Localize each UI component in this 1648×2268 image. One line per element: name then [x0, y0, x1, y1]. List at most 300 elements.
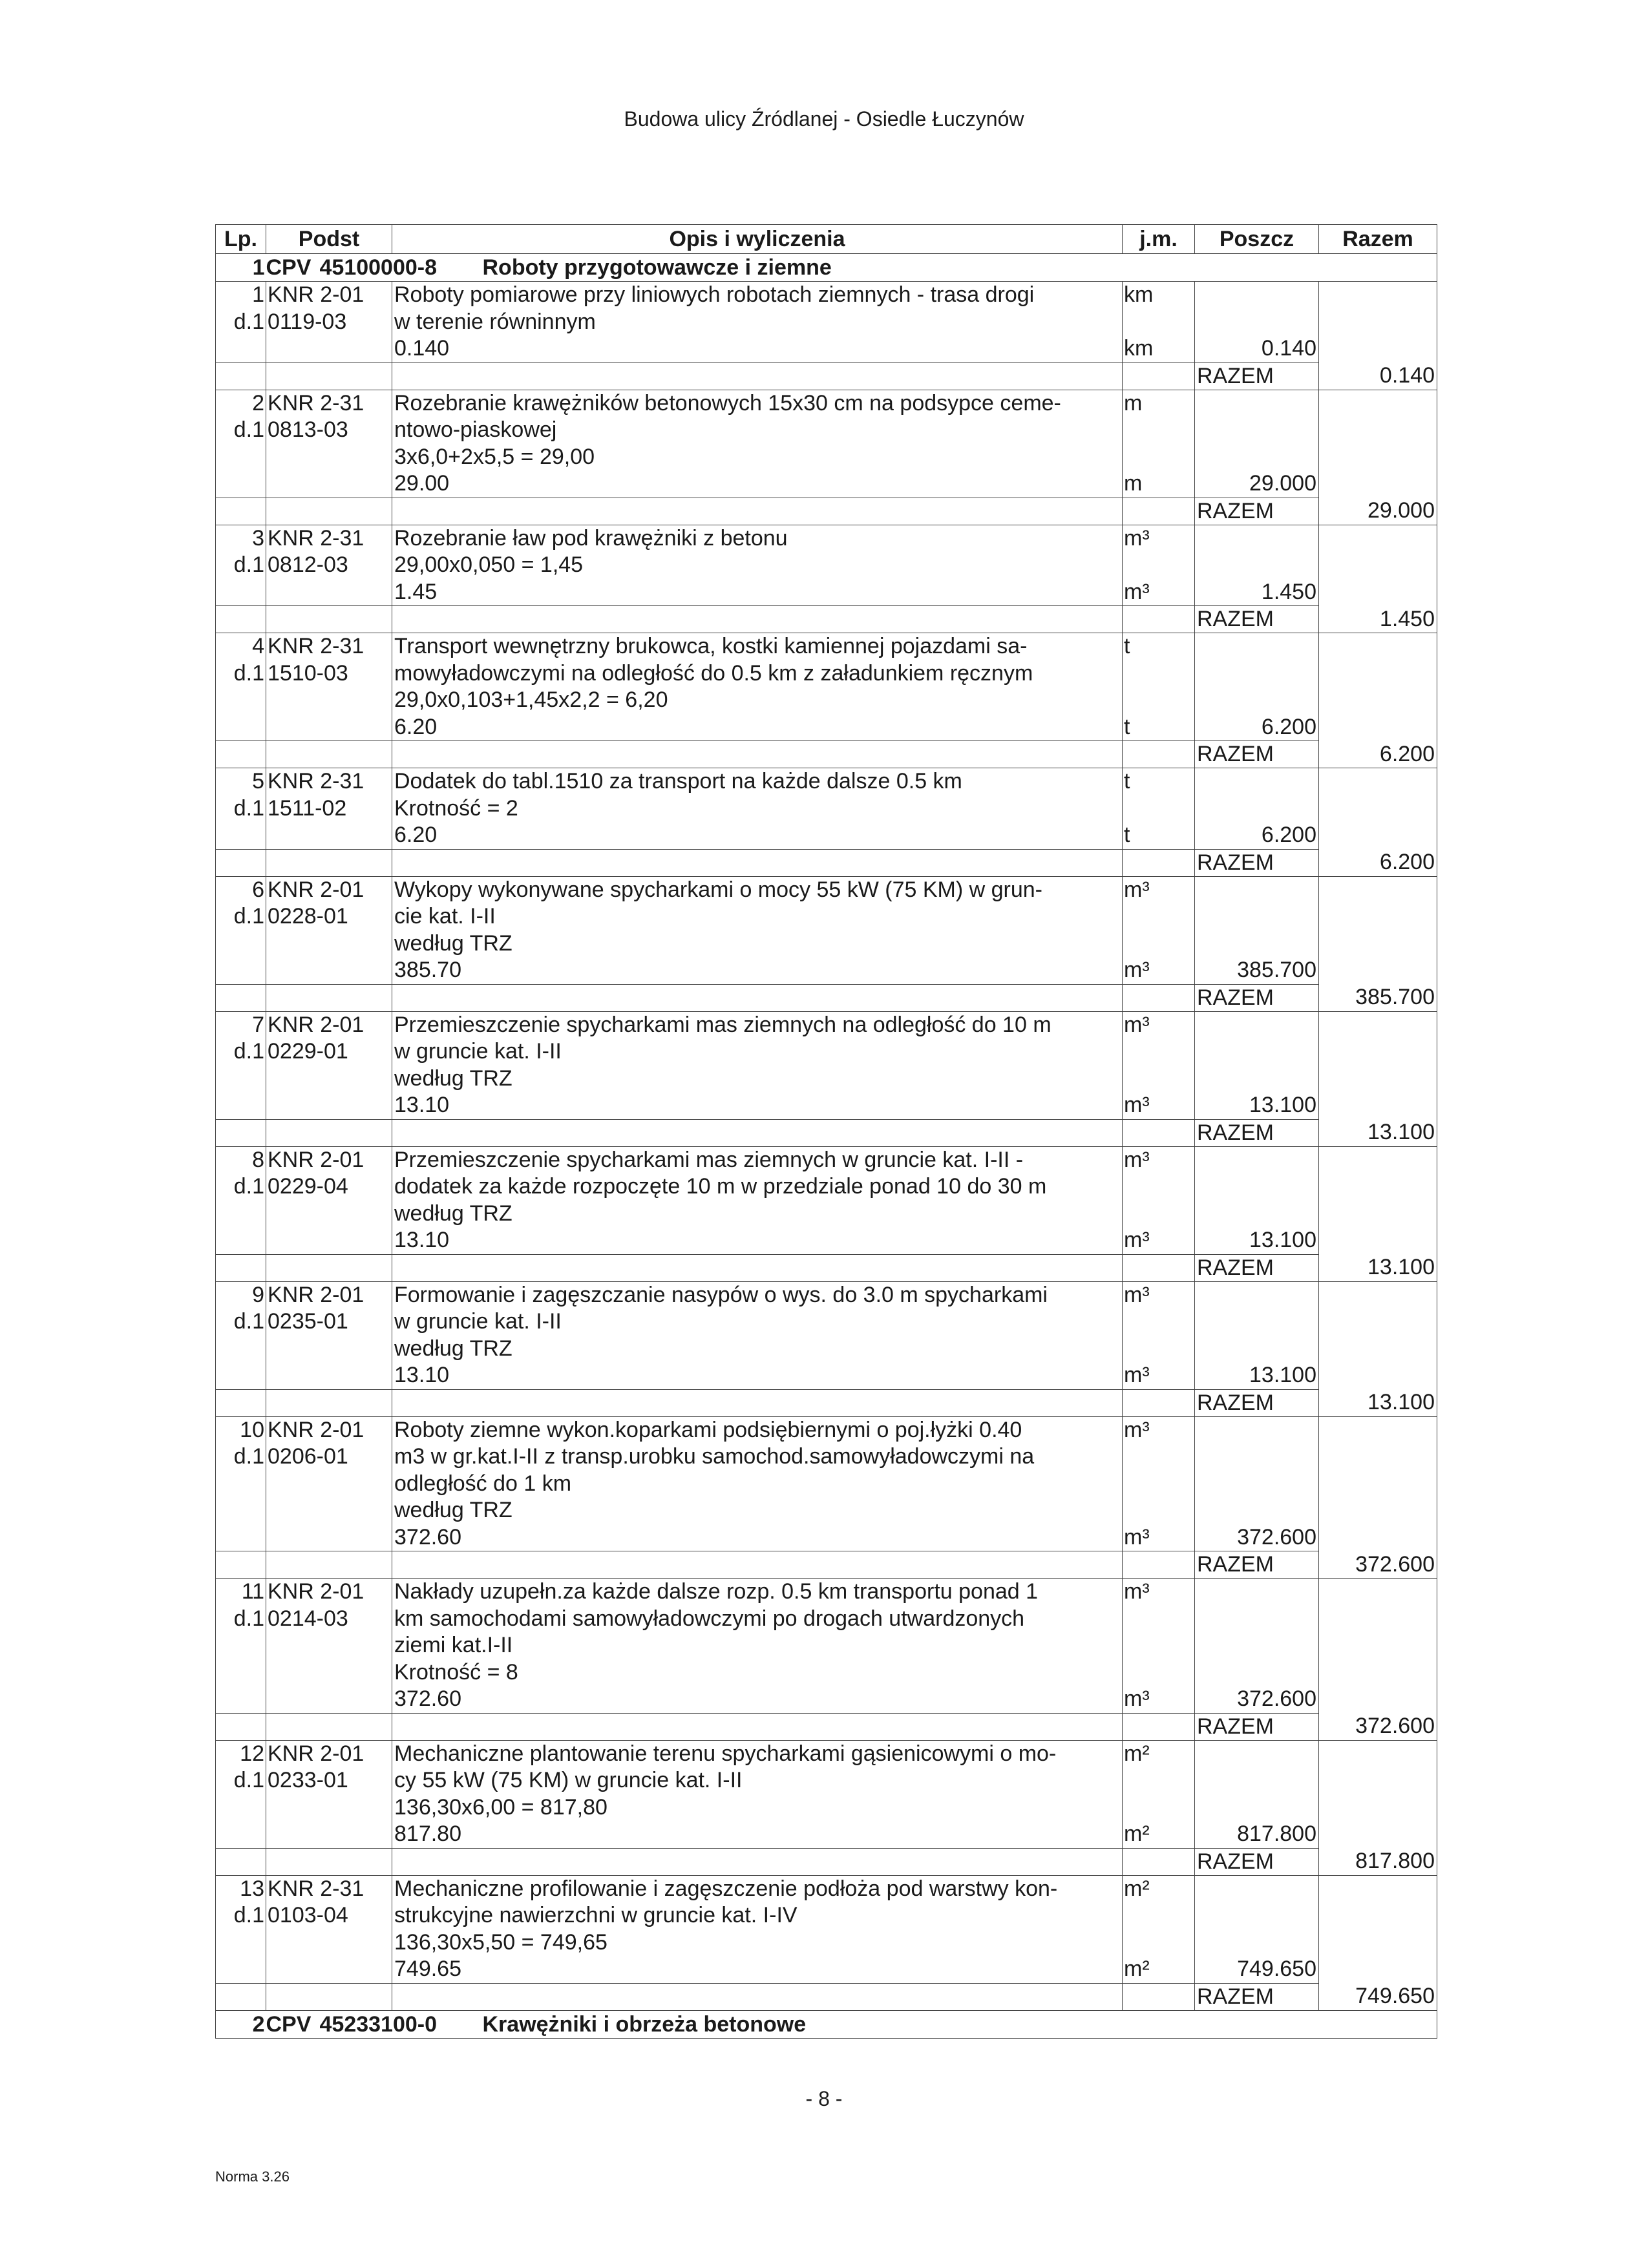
item-lp-cell — [216, 1281, 266, 1389]
razem-label: RAZEM — [1195, 1254, 1319, 1281]
item-opis-line: 13.10 — [394, 1363, 450, 1387]
empty-cell — [266, 362, 392, 390]
item-podst-line: 0813-03 — [268, 417, 348, 442]
item-podst-line: KNR 2-01 — [268, 282, 364, 307]
col-header-jm: j.m. — [1123, 225, 1195, 254]
item-lp-sub: d.1 — [233, 1309, 264, 1334]
spacer — [1195, 390, 1316, 417]
item-opis-line: Rozebranie krawężników betonowych 15x30 cm na podsypce ceme- — [394, 390, 1061, 415]
item-lp-cell — [216, 1416, 266, 1551]
razem-row — [216, 1119, 1437, 1146]
item-lp: 3 — [252, 525, 264, 551]
empty-cell — [1123, 984, 1195, 1011]
empty-cell — [216, 1713, 266, 1740]
item-opis-cell — [392, 1281, 1123, 1389]
item-opis-line: Wykopy wykonywane spycharkami o mocy 55 kW (75 KM) w grun- — [394, 877, 1042, 902]
empty-cell — [216, 1389, 266, 1416]
empty-cell — [392, 1551, 1123, 1579]
table-row — [216, 1281, 1437, 1389]
item-opis-line: w gruncie kat. I-II — [394, 1309, 562, 1334]
cost-estimate-table — [215, 224, 1437, 2039]
empty-cell — [392, 984, 1123, 1011]
item-opis-line: Mechaniczne plantowanie terenu spycharkami gąsienicowymi o mo- — [394, 1741, 1057, 1766]
empty-cell — [216, 606, 266, 633]
spacer — [1124, 930, 1194, 958]
item-jm: m³ — [1124, 1147, 1150, 1172]
spacer — [1195, 1038, 1316, 1066]
spacer — [1124, 1929, 1194, 1957]
item-poszcz: 372.600 — [1237, 1524, 1316, 1549]
section-cpv: 45100000-8 — [319, 255, 438, 280]
table-row — [216, 390, 1437, 498]
spacer — [1124, 1497, 1194, 1524]
item-opis-cell — [392, 1011, 1123, 1119]
item-lp-cell — [216, 1875, 266, 1983]
item-opis-line: Rozebranie ław pod krawężniki z betonu — [394, 525, 788, 551]
spacer — [1195, 768, 1316, 795]
item-opis-line: 13.10 — [394, 1228, 450, 1252]
table-row — [216, 1146, 1437, 1254]
spacer — [1195, 1012, 1316, 1039]
item-lp-cell — [216, 282, 266, 363]
item-opis-line: cy 55 kW (75 KM) w gruncie kat. I-II — [394, 1768, 743, 1792]
item-jm-quantity: m³ — [1124, 1524, 1150, 1549]
item-poszcz: 13.100 — [1249, 1228, 1316, 1252]
item-razem-total: 1.450 — [1319, 606, 1437, 633]
item-lp-cell — [216, 525, 266, 606]
item-razem-total: 749.650 — [1319, 1983, 1437, 2010]
item-jm-cell — [1123, 1146, 1195, 1254]
item-jm-quantity: km — [1124, 336, 1154, 361]
table-row — [216, 1416, 1437, 1551]
page-number: - 8 - — [805, 2087, 843, 2110]
table-row — [216, 768, 1437, 850]
item-razem-cell — [1319, 1416, 1437, 1551]
item-lp-sub: d.1 — [233, 1606, 264, 1631]
item-podst-line: 0103-04 — [268, 1903, 348, 1927]
item-opis-line: Roboty pomiarowe przy liniowych robotach ziemnych - trasa drogi — [394, 282, 1035, 307]
item-opis-line: km samochodami samowyładowczymi po drogach utwardzonych — [394, 1606, 1025, 1631]
item-lp: 1 — [252, 282, 264, 307]
table-row — [216, 525, 1437, 606]
item-poszcz-cell — [1195, 282, 1319, 363]
empty-cell — [1123, 1551, 1195, 1579]
section-number: 1 — [216, 254, 266, 282]
empty-cell — [1123, 741, 1195, 768]
item-lp-cell — [216, 633, 266, 741]
item-poszcz-cell — [1195, 1281, 1319, 1389]
razem-row — [216, 1389, 1437, 1416]
item-podst-line: 0229-04 — [268, 1174, 348, 1199]
empty-cell — [392, 741, 1123, 768]
razem-label: RAZEM — [1195, 849, 1319, 876]
item-jm: t — [1124, 634, 1130, 658]
item-opis-cell — [392, 1579, 1123, 1714]
empty-cell — [266, 984, 392, 1011]
item-jm-cell — [1123, 525, 1195, 606]
item-poszcz-cell — [1195, 1579, 1319, 1714]
section-title: Roboty przygotowawcze i ziemne — [482, 255, 832, 280]
table-header-row — [216, 225, 1437, 254]
spacer — [1195, 1444, 1316, 1471]
razem-label: RAZEM — [1195, 1551, 1319, 1579]
spacer — [1195, 417, 1316, 444]
item-opis-cell — [392, 390, 1123, 498]
empty-cell — [392, 849, 1123, 876]
item-podst-cell — [266, 1740, 392, 1848]
item-podst-line: 1511-02 — [268, 795, 347, 821]
col-header-podst: Podst — [266, 225, 392, 254]
item-opis-line: ntowo-piaskowej — [394, 417, 557, 442]
empty-cell — [392, 362, 1123, 390]
item-poszcz-cell — [1195, 633, 1319, 741]
item-jm-quantity: m³ — [1124, 1093, 1150, 1117]
empty-cell — [1123, 1389, 1195, 1416]
item-razem-total: 13.100 — [1319, 1389, 1437, 1416]
item-opis-line: cie kat. I-II — [394, 904, 496, 929]
spacer — [1195, 795, 1316, 823]
spacer — [1195, 903, 1316, 930]
item-podst-line: 1510-03 — [268, 660, 348, 686]
spacer — [1195, 1579, 1316, 1606]
item-lp-sub: d.1 — [233, 795, 264, 821]
spacer — [1195, 1336, 1316, 1363]
item-jm: t — [1124, 769, 1130, 793]
empty-cell — [392, 1119, 1123, 1146]
empty-cell — [1123, 1983, 1195, 2010]
item-lp: 12 — [240, 1741, 264, 1766]
document-header: Budowa ulicy Źródlanej - Osiedle Łuczynów — [624, 107, 1024, 131]
item-opis-line: 136,30x5,50 = 749,65 — [394, 1929, 607, 1955]
item-podst-cell — [266, 1579, 392, 1714]
empty-cell — [216, 1119, 266, 1146]
spacer — [1124, 1038, 1194, 1066]
item-podst-line: KNR 2-01 — [268, 1147, 364, 1172]
spacer — [1124, 660, 1194, 688]
item-opis-line: Przemieszczenie spycharkami mas ziemnych na odległość do 10 m — [394, 1012, 1051, 1037]
spacer — [1124, 1471, 1194, 1498]
item-podst-line: 0812-03 — [268, 552, 348, 577]
section-title-cell — [266, 2010, 1437, 2038]
item-opis-line: Krotność = 8 — [394, 1659, 518, 1685]
item-razem-total: 13.100 — [1319, 1254, 1437, 1281]
item-razem-cell — [1319, 1011, 1437, 1119]
spacer — [1195, 525, 1316, 552]
item-podst-line: 0235-01 — [268, 1309, 348, 1334]
spacer — [1195, 1902, 1316, 1929]
item-poszcz-cell — [1195, 1875, 1319, 1983]
empty-cell — [266, 606, 392, 633]
empty-cell — [1123, 498, 1195, 525]
item-opis-line: według TRZ — [394, 930, 512, 956]
spacer — [1195, 1147, 1316, 1174]
spacer — [1195, 660, 1316, 688]
empty-cell — [266, 849, 392, 876]
spacer — [1124, 1201, 1194, 1228]
item-opis-line: 6.20 — [394, 823, 438, 847]
spacer — [1124, 417, 1194, 444]
item-opis-line: w terenie równinnym — [394, 309, 596, 334]
item-jm-cell — [1123, 390, 1195, 498]
item-opis-line: 136,30x6,00 = 817,80 — [394, 1794, 607, 1820]
spacer — [1124, 1659, 1194, 1686]
empty-cell — [266, 1713, 392, 1740]
empty-cell — [216, 1848, 266, 1875]
item-razem-total: 372.600 — [1319, 1713, 1437, 1740]
item-poszcz: 817.800 — [1237, 1822, 1316, 1846]
item-opis-line: 372.60 — [394, 1686, 461, 1711]
spacer — [1124, 1632, 1194, 1659]
empty-cell — [392, 1848, 1123, 1875]
item-podst-line: KNR 2-01 — [268, 1579, 364, 1604]
col-header-lp: Lp. — [216, 225, 266, 254]
item-jm-quantity: t — [1124, 714, 1130, 739]
item-jm-quantity: m³ — [1124, 1686, 1150, 1711]
item-opis-line: Krotność = 2 — [394, 795, 518, 821]
item-opis-line: według TRZ — [394, 1336, 512, 1361]
item-podst-line: KNR 2-01 — [268, 1417, 364, 1442]
item-podst-cell — [266, 633, 392, 741]
item-razem-cell — [1319, 1740, 1437, 1848]
item-lp: 2 — [252, 390, 264, 415]
item-jm-quantity: m³ — [1124, 1228, 1150, 1252]
spacer — [1124, 309, 1194, 336]
spacer — [1195, 1308, 1316, 1336]
item-razem-cell — [1319, 525, 1437, 606]
spacer — [1124, 795, 1194, 823]
item-poszcz: 749.650 — [1237, 1957, 1316, 1981]
empty-cell — [216, 498, 266, 525]
item-lp: 4 — [252, 634, 264, 658]
spacer — [1124, 903, 1194, 930]
empty-cell — [266, 1254, 392, 1281]
item-podst-cell — [266, 876, 392, 984]
empty-cell — [266, 498, 392, 525]
item-opis-line: Przemieszczenie spycharkami mas ziemnych w gruncie kat. I-II - — [394, 1147, 1024, 1172]
razem-row — [216, 362, 1437, 390]
item-jm-quantity: m² — [1124, 1957, 1150, 1981]
item-podst-line: KNR 2-31 — [268, 390, 364, 415]
spacer — [1195, 1417, 1316, 1444]
item-jm-quantity: m³ — [1124, 1363, 1150, 1387]
item-lp-sub: d.1 — [233, 1039, 264, 1064]
empty-cell — [1123, 1254, 1195, 1281]
item-opis-line: według TRZ — [394, 1201, 512, 1226]
empty-cell — [216, 741, 266, 768]
item-opis-cell — [392, 1416, 1123, 1551]
item-poszcz: 385.700 — [1237, 958, 1316, 982]
spacer — [1195, 1173, 1316, 1201]
item-jm: m³ — [1124, 1417, 1150, 1442]
spacer — [1124, 1066, 1194, 1093]
item-podst-line: KNR 2-31 — [268, 634, 364, 658]
item-razem-cell — [1319, 1875, 1437, 1983]
spacer — [1195, 1632, 1316, 1659]
item-razem-cell — [1319, 876, 1437, 984]
item-opis-line: strukcyjne nawierzchni w gruncie kat. I-IV — [394, 1903, 798, 1927]
spacer — [1195, 282, 1316, 309]
item-lp-sub: d.1 — [233, 1903, 264, 1927]
spacer — [1195, 877, 1316, 904]
item-jm-quantity: m³ — [1124, 958, 1150, 982]
empty-cell — [392, 1254, 1123, 1281]
item-lp-cell — [216, 390, 266, 498]
item-opis-cell — [392, 768, 1123, 850]
spacer — [1124, 1308, 1194, 1336]
empty-cell — [1123, 1848, 1195, 1875]
item-lp-sub: d.1 — [233, 417, 264, 442]
item-poszcz: 6.200 — [1261, 823, 1316, 847]
item-poszcz-cell — [1195, 876, 1319, 984]
table-row — [216, 1740, 1437, 1848]
empty-cell — [1123, 1119, 1195, 1146]
col-header-poszcz: Poszcz — [1195, 225, 1319, 254]
razem-row — [216, 984, 1437, 1011]
empty-cell — [1123, 849, 1195, 876]
item-poszcz: 0.140 — [1261, 336, 1316, 361]
item-jm: m² — [1124, 1741, 1150, 1766]
spacer — [1195, 687, 1316, 714]
item-lp-sub: d.1 — [233, 552, 264, 577]
item-opis-cell — [392, 876, 1123, 984]
item-podst-line: 0233-01 — [268, 1768, 348, 1792]
item-razem-total: 13.100 — [1319, 1119, 1437, 1146]
item-razem-cell — [1319, 768, 1437, 850]
item-lp: 11 — [241, 1579, 264, 1604]
item-podst-line: KNR 2-01 — [268, 1741, 364, 1766]
item-opis-line: Formowanie i zagęszczanie nasypów o wys. do 3.0 m spycharkami — [394, 1282, 1048, 1307]
table-row — [216, 633, 1437, 741]
item-opis-line: 6.20 — [394, 714, 438, 739]
item-razem-total: 0.140 — [1319, 362, 1437, 390]
item-podst-cell — [266, 282, 392, 363]
item-poszcz-cell — [1195, 1146, 1319, 1254]
item-poszcz-cell — [1195, 1011, 1319, 1119]
empty-cell — [392, 1713, 1123, 1740]
item-lp-cell — [216, 1146, 266, 1254]
item-lp: 13 — [240, 1876, 264, 1901]
item-opis-line: Roboty ziemne wykon.koparkami podsiębiernymi o poj.łyżki 0.40 — [394, 1417, 1022, 1442]
spacer — [1124, 687, 1194, 714]
item-opis-line: dodatek za każde rozpoczęte 10 m w przedziale ponad 10 do 30 m — [394, 1174, 1047, 1199]
item-lp-sub: d.1 — [233, 904, 264, 929]
item-poszcz: 372.600 — [1237, 1686, 1316, 1711]
item-jm: m³ — [1124, 1012, 1150, 1037]
section-title-cell — [266, 254, 1437, 282]
empty-cell — [216, 849, 266, 876]
item-opis-line: według TRZ — [394, 1066, 512, 1091]
item-jm-cell — [1123, 876, 1195, 984]
item-opis-line: Mechaniczne profilowanie i zagęszczenie podłoża pod warstwy kon- — [394, 1876, 1058, 1901]
item-opis-line: 749.65 — [394, 1957, 461, 1981]
item-poszcz-cell — [1195, 1740, 1319, 1848]
item-opis-line: m3 w gr.kat.I-II z transp.urobku samochod.samowyładowczymi na — [394, 1444, 1035, 1469]
item-jm-cell — [1123, 1011, 1195, 1119]
item-lp: 10 — [240, 1417, 264, 1442]
item-opis-cell — [392, 633, 1123, 741]
item-opis-cell — [392, 525, 1123, 606]
empty-cell — [266, 1983, 392, 2010]
item-jm-cell — [1123, 1875, 1195, 1983]
spacer — [1195, 1282, 1316, 1309]
item-podst-line: KNR 2-31 — [268, 525, 364, 551]
spacer — [1124, 444, 1194, 471]
item-razem-total: 372.600 — [1319, 1551, 1437, 1579]
item-opis-line: według TRZ — [394, 1498, 512, 1522]
item-lp-sub: d.1 — [233, 660, 264, 686]
item-podst-cell — [266, 1011, 392, 1119]
empty-cell — [266, 1119, 392, 1146]
item-lp-sub: d.1 — [233, 1174, 264, 1199]
item-opis-cell — [392, 282, 1123, 363]
spacer — [1195, 1741, 1316, 1768]
item-podst-line: 0229-01 — [268, 1039, 348, 1064]
item-opis-line: Nakłady uzupełn.za każde dalsze rozp. 0.5 km transportu ponad 1 — [394, 1579, 1039, 1604]
spacer — [1124, 1767, 1194, 1794]
item-lp: 5 — [252, 769, 264, 793]
item-jm-cell — [1123, 1416, 1195, 1551]
item-razem-total: 29.000 — [1319, 498, 1437, 525]
razem-row — [216, 606, 1437, 633]
item-podst-line: 0214-03 — [268, 1606, 348, 1631]
item-podst-line: KNR 2-31 — [268, 1876, 364, 1901]
empty-cell — [266, 1551, 392, 1579]
empty-cell — [1123, 362, 1195, 390]
spacer — [1195, 633, 1316, 660]
razem-label: RAZEM — [1195, 498, 1319, 525]
spacer — [1195, 1767, 1316, 1794]
table-row — [216, 1011, 1437, 1119]
spacer — [1124, 552, 1194, 579]
item-podst-cell — [266, 768, 392, 850]
razem-row — [216, 849, 1437, 876]
item-jm-quantity: m³ — [1124, 579, 1150, 604]
section-number: 2 — [216, 2010, 266, 2038]
item-opis-line: 0.140 — [394, 336, 450, 361]
razem-row — [216, 1983, 1437, 2010]
item-opis-line: 1.45 — [394, 579, 438, 604]
razem-label: RAZEM — [1195, 606, 1319, 633]
item-jm: m³ — [1124, 877, 1150, 902]
razem-label: RAZEM — [1195, 1983, 1319, 2010]
item-jm-cell — [1123, 1740, 1195, 1848]
spacer — [1124, 1173, 1194, 1201]
item-lp-sub: d.1 — [233, 1768, 264, 1792]
spacer — [1195, 930, 1316, 958]
item-razem-cell — [1319, 633, 1437, 741]
software-version: Norma 3.26 — [215, 2168, 290, 2185]
spacer — [1195, 1606, 1316, 1633]
razem-label: RAZEM — [1195, 1713, 1319, 1740]
item-podst-line: KNR 2-31 — [268, 769, 364, 793]
item-jm-cell — [1123, 1281, 1195, 1389]
spacer — [1195, 1794, 1316, 1822]
item-poszcz: 6.200 — [1261, 714, 1316, 739]
razem-label: RAZEM — [1195, 1848, 1319, 1875]
empty-cell — [392, 1389, 1123, 1416]
item-lp-cell — [216, 1011, 266, 1119]
razem-label: RAZEM — [1195, 984, 1319, 1011]
empty-cell — [216, 1983, 266, 2010]
item-razem-total: 385.700 — [1319, 984, 1437, 1011]
item-jm-cell — [1123, 1579, 1195, 1714]
empty-cell — [1123, 1713, 1195, 1740]
item-lp-cell — [216, 876, 266, 984]
item-podst-line: KNR 2-01 — [268, 877, 364, 902]
item-jm: km — [1124, 282, 1154, 307]
empty-cell — [392, 606, 1123, 633]
item-razem-cell — [1319, 282, 1437, 363]
